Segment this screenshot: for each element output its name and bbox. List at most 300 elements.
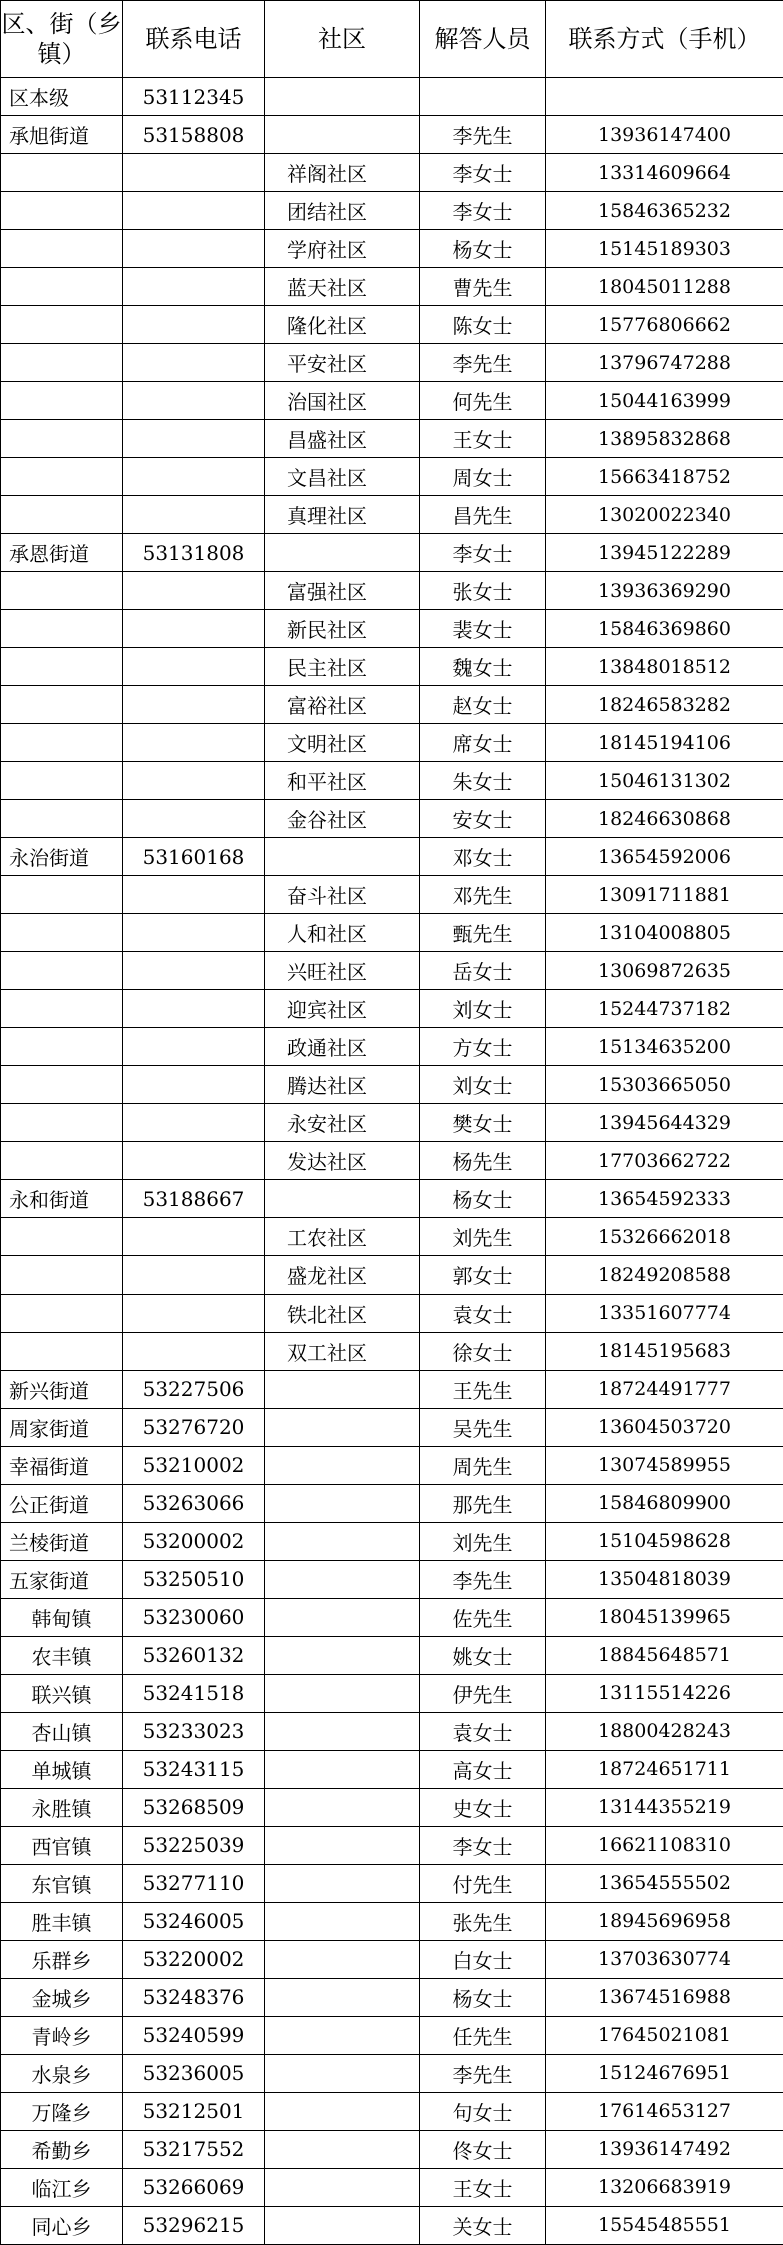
mobile-cell: 15846369860 xyxy=(546,610,783,648)
community-cell xyxy=(265,78,420,116)
phone-cell xyxy=(123,876,265,914)
table-row xyxy=(1,1522,783,1560)
district-cell xyxy=(1,420,123,458)
phone-cell xyxy=(123,1066,265,1104)
phone-cell: 53212501 xyxy=(123,2092,265,2130)
community-cell xyxy=(265,1446,420,1484)
table-row xyxy=(1,1332,783,1370)
district-cell xyxy=(1,952,123,990)
table-row xyxy=(1,1142,783,1180)
person-cell: 邓先生 xyxy=(420,876,546,914)
district-cell xyxy=(1,154,123,192)
mobile-cell: 13654555502 xyxy=(546,1864,783,1902)
phone-cell: 53225039 xyxy=(123,1826,265,1864)
phone-cell xyxy=(123,990,265,1028)
mobile-cell: 15145189303 xyxy=(546,230,783,268)
phone-cell: 53158808 xyxy=(123,116,265,154)
person-cell: 袁女士 xyxy=(420,1294,546,1332)
mobile-cell: 13945122289 xyxy=(546,534,783,572)
community-cell xyxy=(265,1180,420,1218)
mobile-cell: 13703630774 xyxy=(546,1940,783,1978)
phone-cell xyxy=(123,344,265,382)
community-cell: 文明社区 xyxy=(265,724,420,762)
mobile-cell: 18045011288 xyxy=(546,268,783,306)
person-cell: 昌先生 xyxy=(420,496,546,534)
mobile-cell: 13144355219 xyxy=(546,1788,783,1826)
table-row xyxy=(1,2168,783,2206)
header-row xyxy=(1,1,783,78)
mobile-cell: 13796747288 xyxy=(546,344,783,382)
person-cell: 刘先生 xyxy=(420,1522,546,1560)
mobile-cell: 13069872635 xyxy=(546,952,783,990)
phone-cell xyxy=(123,1028,265,1066)
person-cell: 杨女士 xyxy=(420,1180,546,1218)
table-row xyxy=(1,1902,783,1940)
community-cell xyxy=(265,1750,420,1788)
community-cell xyxy=(265,1522,420,1560)
community-cell: 真理社区 xyxy=(265,496,420,534)
phone-cell xyxy=(123,1294,265,1332)
phone-cell xyxy=(123,1332,265,1370)
table-row xyxy=(1,2092,783,2130)
community-cell xyxy=(265,1826,420,1864)
person-cell: 安女士 xyxy=(420,800,546,838)
phone-cell xyxy=(123,382,265,420)
person-cell: 裴女士 xyxy=(420,610,546,648)
district-cell: 新兴街道 xyxy=(1,1370,123,1408)
phone-cell xyxy=(123,762,265,800)
community-cell: 和平社区 xyxy=(265,762,420,800)
community-cell: 发达社区 xyxy=(265,1142,420,1180)
district-cell: 青岭乡 xyxy=(1,2016,123,2054)
mobile-cell: 18045139965 xyxy=(546,1598,783,1636)
mobile-cell: 13020022340 xyxy=(546,496,783,534)
phone-cell: 53230060 xyxy=(123,1598,265,1636)
phone-cell: 53263066 xyxy=(123,1484,265,1522)
mobile-cell: 17614653127 xyxy=(546,2092,783,2130)
person-cell: 白女士 xyxy=(420,1940,546,1978)
community-cell: 祥阁社区 xyxy=(265,154,420,192)
community-cell xyxy=(265,1636,420,1674)
person-cell: 刘先生 xyxy=(420,1218,546,1256)
community-cell: 富裕社区 xyxy=(265,686,420,724)
mobile-cell: 13074589955 xyxy=(546,1446,783,1484)
district-cell xyxy=(1,610,123,648)
person-cell: 赵女士 xyxy=(420,686,546,724)
district-cell: 希勤乡 xyxy=(1,2130,123,2168)
person-cell: 杨女士 xyxy=(420,1978,546,2016)
district-cell xyxy=(1,192,123,230)
mobile-cell: 13936147492 xyxy=(546,2130,783,2168)
person-cell: 徐女士 xyxy=(420,1332,546,1370)
district-cell xyxy=(1,306,123,344)
community-cell: 永安社区 xyxy=(265,1104,420,1142)
community-cell: 双工社区 xyxy=(265,1332,420,1370)
table-row xyxy=(1,382,783,420)
person-cell: 佟女士 xyxy=(420,2130,546,2168)
phone-cell xyxy=(123,230,265,268)
phone-cell: 53266069 xyxy=(123,2168,265,2206)
community-cell xyxy=(265,2206,420,2244)
phone-cell xyxy=(123,686,265,724)
table-row xyxy=(1,534,783,572)
mobile-cell: 18249208588 xyxy=(546,1256,783,1294)
mobile-cell: 13945644329 xyxy=(546,1104,783,1142)
table-row xyxy=(1,1066,783,1104)
mobile-cell: 13895832868 xyxy=(546,420,783,458)
table-row xyxy=(1,306,783,344)
phone-cell xyxy=(123,952,265,990)
person-cell: 关女士 xyxy=(420,2206,546,2244)
table-row xyxy=(1,838,783,876)
district-cell xyxy=(1,1028,123,1066)
mobile-cell: 18145195683 xyxy=(546,1332,783,1370)
phone-cell xyxy=(123,1256,265,1294)
phone-cell xyxy=(123,572,265,610)
district-cell: 水泉乡 xyxy=(1,2054,123,2092)
person-cell: 高女士 xyxy=(420,1750,546,1788)
mobile-cell: 15044163999 xyxy=(546,382,783,420)
person-cell: 吴先生 xyxy=(420,1408,546,1446)
district-cell: 临江乡 xyxy=(1,2168,123,2206)
phone-cell: 53276720 xyxy=(123,1408,265,1446)
phone-cell: 53227506 xyxy=(123,1370,265,1408)
phone-cell xyxy=(123,1142,265,1180)
table-row xyxy=(1,268,783,306)
person-cell: 付先生 xyxy=(420,1864,546,1902)
mobile-cell xyxy=(546,78,783,116)
phone-cell xyxy=(123,420,265,458)
person-cell: 邓女士 xyxy=(420,838,546,876)
person-cell: 刘女士 xyxy=(420,990,546,1028)
person-cell: 甄先生 xyxy=(420,914,546,952)
person-cell: 岳女士 xyxy=(420,952,546,990)
district-cell xyxy=(1,382,123,420)
district-cell xyxy=(1,268,123,306)
district-cell xyxy=(1,1332,123,1370)
table-row xyxy=(1,1294,783,1332)
phone-cell xyxy=(123,1218,265,1256)
mobile-cell: 13674516988 xyxy=(546,1978,783,2016)
district-cell xyxy=(1,1142,123,1180)
table-row xyxy=(1,230,783,268)
district-cell: 东官镇 xyxy=(1,1864,123,1902)
mobile-cell: 13104008805 xyxy=(546,914,783,952)
district-cell: 承恩街道 xyxy=(1,534,123,572)
table-row xyxy=(1,2016,783,2054)
mobile-cell: 13654592333 xyxy=(546,1180,783,1218)
community-cell: 腾达社区 xyxy=(265,1066,420,1104)
phone-cell xyxy=(123,458,265,496)
mobile-cell: 18246583282 xyxy=(546,686,783,724)
person-cell: 杨女士 xyxy=(420,230,546,268)
community-cell xyxy=(265,534,420,572)
table-row xyxy=(1,1218,783,1256)
person-cell: 袁女士 xyxy=(420,1712,546,1750)
header-person: 解答人员 xyxy=(420,1,546,78)
person-cell: 李女士 xyxy=(420,192,546,230)
phone-cell: 53210002 xyxy=(123,1446,265,1484)
mobile-cell: 13654592006 xyxy=(546,838,783,876)
community-cell xyxy=(265,2016,420,2054)
mobile-cell: 18945696958 xyxy=(546,1902,783,1940)
table-row xyxy=(1,724,783,762)
district-cell: 公正街道 xyxy=(1,1484,123,1522)
table-row xyxy=(1,762,783,800)
district-cell xyxy=(1,1104,123,1142)
mobile-cell: 13351607774 xyxy=(546,1294,783,1332)
person-cell: 席女士 xyxy=(420,724,546,762)
district-cell xyxy=(1,572,123,610)
community-cell xyxy=(265,116,420,154)
person-cell: 王女士 xyxy=(420,420,546,458)
phone-cell: 53220002 xyxy=(123,1940,265,1978)
table-row xyxy=(1,192,783,230)
mobile-cell: 13504818039 xyxy=(546,1560,783,1598)
mobile-cell: 18724651711 xyxy=(546,1750,783,1788)
community-cell: 盛龙社区 xyxy=(265,1256,420,1294)
mobile-cell: 15124676951 xyxy=(546,2054,783,2092)
phone-cell: 53217552 xyxy=(123,2130,265,2168)
person-cell: 那先生 xyxy=(420,1484,546,1522)
mobile-cell: 13848018512 xyxy=(546,648,783,686)
table-row xyxy=(1,572,783,610)
table-row xyxy=(1,344,783,382)
phone-cell: 53268509 xyxy=(123,1788,265,1826)
community-cell: 团结社区 xyxy=(265,192,420,230)
phone-cell: 53241518 xyxy=(123,1674,265,1712)
person-cell: 杨先生 xyxy=(420,1142,546,1180)
mobile-cell: 13314609664 xyxy=(546,154,783,192)
mobile-cell: 16621108310 xyxy=(546,1826,783,1864)
table-row xyxy=(1,1674,783,1712)
phone-cell xyxy=(123,154,265,192)
person-cell: 周先生 xyxy=(420,1446,546,1484)
person-cell: 曹先生 xyxy=(420,268,546,306)
person-cell: 句女士 xyxy=(420,2092,546,2130)
mobile-cell: 15134635200 xyxy=(546,1028,783,1066)
community-cell: 政通社区 xyxy=(265,1028,420,1066)
district-cell xyxy=(1,724,123,762)
district-cell: 农丰镇 xyxy=(1,1636,123,1674)
mobile-cell: 15776806662 xyxy=(546,306,783,344)
district-cell: 永胜镇 xyxy=(1,1788,123,1826)
mobile-cell: 15244737182 xyxy=(546,990,783,1028)
phone-cell xyxy=(123,914,265,952)
table-row xyxy=(1,1978,783,2016)
table-body xyxy=(1,78,783,2245)
community-cell xyxy=(265,2168,420,2206)
phone-cell xyxy=(123,306,265,344)
district-cell xyxy=(1,344,123,382)
community-cell xyxy=(265,2130,420,2168)
community-cell xyxy=(265,1788,420,1826)
table-row xyxy=(1,458,783,496)
district-cell xyxy=(1,990,123,1028)
table-row xyxy=(1,1484,783,1522)
community-cell xyxy=(265,1484,420,1522)
community-cell: 蓝天社区 xyxy=(265,268,420,306)
table-row xyxy=(1,420,783,458)
mobile-cell: 17703662722 xyxy=(546,1142,783,1180)
phone-cell xyxy=(123,610,265,648)
community-cell: 铁北社区 xyxy=(265,1294,420,1332)
mobile-cell: 15104598628 xyxy=(546,1522,783,1560)
table-row xyxy=(1,1256,783,1294)
community-cell xyxy=(265,1370,420,1408)
mobile-cell: 13604503720 xyxy=(546,1408,783,1446)
person-cell: 樊女士 xyxy=(420,1104,546,1142)
district-cell xyxy=(1,1256,123,1294)
phone-cell: 53248376 xyxy=(123,1978,265,2016)
phone-cell: 53131808 xyxy=(123,534,265,572)
mobile-cell: 18800428243 xyxy=(546,1712,783,1750)
district-cell: 乐群乡 xyxy=(1,1940,123,1978)
phone-cell: 53296215 xyxy=(123,2206,265,2244)
district-cell: 兰棱街道 xyxy=(1,1522,123,1560)
community-cell xyxy=(265,1598,420,1636)
community-cell xyxy=(265,838,420,876)
mobile-cell: 17645021081 xyxy=(546,2016,783,2054)
district-cell xyxy=(1,648,123,686)
district-cell xyxy=(1,496,123,534)
district-cell: 杏山镇 xyxy=(1,1712,123,1750)
table-row xyxy=(1,1104,783,1142)
mobile-cell: 18845648571 xyxy=(546,1636,783,1674)
community-cell: 文昌社区 xyxy=(265,458,420,496)
community-cell xyxy=(265,1712,420,1750)
phone-cell xyxy=(123,800,265,838)
person-cell: 魏女士 xyxy=(420,648,546,686)
phone-cell: 53243115 xyxy=(123,1750,265,1788)
header-community: 社区 xyxy=(265,1,420,78)
person-cell: 王先生 xyxy=(420,1370,546,1408)
district-cell: 区本级 xyxy=(1,78,123,116)
district-cell: 承旭街道 xyxy=(1,116,123,154)
header-mobile: 联系方式（手机） xyxy=(546,1,783,78)
table-row xyxy=(1,610,783,648)
phone-cell: 53236005 xyxy=(123,2054,265,2092)
community-cell: 民主社区 xyxy=(265,648,420,686)
mobile-cell: 15846365232 xyxy=(546,192,783,230)
phone-cell: 53240599 xyxy=(123,2016,265,2054)
district-cell xyxy=(1,914,123,952)
table-row xyxy=(1,1712,783,1750)
mobile-cell: 18246630868 xyxy=(546,800,783,838)
table-row xyxy=(1,2206,783,2244)
table-row xyxy=(1,1598,783,1636)
person-cell: 任先生 xyxy=(420,2016,546,2054)
person-cell: 陈女士 xyxy=(420,306,546,344)
mobile-cell: 13206683919 xyxy=(546,2168,783,2206)
person-cell: 佐先生 xyxy=(420,1598,546,1636)
community-cell xyxy=(265,1560,420,1598)
community-cell: 昌盛社区 xyxy=(265,420,420,458)
district-cell xyxy=(1,1218,123,1256)
phone-cell: 53233023 xyxy=(123,1712,265,1750)
district-cell: 韩甸镇 xyxy=(1,1598,123,1636)
table-row xyxy=(1,800,783,838)
district-cell: 胜丰镇 xyxy=(1,1902,123,1940)
community-cell: 奋斗社区 xyxy=(265,876,420,914)
person-cell: 李女士 xyxy=(420,1826,546,1864)
district-cell: 单城镇 xyxy=(1,1750,123,1788)
phone-cell: 53160168 xyxy=(123,838,265,876)
district-cell: 五家街道 xyxy=(1,1560,123,1598)
person-cell: 李先生 xyxy=(420,2054,546,2092)
mobile-cell: 18145194106 xyxy=(546,724,783,762)
community-cell xyxy=(265,1864,420,1902)
table-row xyxy=(1,2130,783,2168)
community-cell: 治国社区 xyxy=(265,382,420,420)
community-cell xyxy=(265,1978,420,2016)
table-row xyxy=(1,1028,783,1066)
community-cell: 迎宾社区 xyxy=(265,990,420,1028)
district-cell: 同心乡 xyxy=(1,2206,123,2244)
district-cell: 万隆乡 xyxy=(1,2092,123,2130)
person-cell: 何先生 xyxy=(420,382,546,420)
person-cell: 方女士 xyxy=(420,1028,546,1066)
phone-cell xyxy=(123,724,265,762)
table-row xyxy=(1,1180,783,1218)
community-cell: 学府社区 xyxy=(265,230,420,268)
community-cell: 兴旺社区 xyxy=(265,952,420,990)
community-cell: 人和社区 xyxy=(265,914,420,952)
district-cell xyxy=(1,458,123,496)
table-row xyxy=(1,686,783,724)
table-row xyxy=(1,990,783,1028)
table-row xyxy=(1,154,783,192)
table-row xyxy=(1,1940,783,1978)
district-cell xyxy=(1,686,123,724)
table-row xyxy=(1,1750,783,1788)
community-cell xyxy=(265,2092,420,2130)
phone-cell: 53200002 xyxy=(123,1522,265,1560)
table-row xyxy=(1,78,783,116)
phone-cell xyxy=(123,268,265,306)
phone-cell xyxy=(123,192,265,230)
table-row xyxy=(1,2054,783,2092)
person-cell: 朱女士 xyxy=(420,762,546,800)
district-cell xyxy=(1,1066,123,1104)
person-cell: 史女士 xyxy=(420,1788,546,1826)
person-cell: 刘女士 xyxy=(420,1066,546,1104)
person-cell: 张女士 xyxy=(420,572,546,610)
mobile-cell: 15326662018 xyxy=(546,1218,783,1256)
phone-cell xyxy=(123,1104,265,1142)
person-cell xyxy=(420,78,546,116)
district-cell xyxy=(1,876,123,914)
table-row xyxy=(1,1826,783,1864)
phone-cell xyxy=(123,648,265,686)
community-cell xyxy=(265,2054,420,2092)
table-row xyxy=(1,876,783,914)
table-row xyxy=(1,1370,783,1408)
district-cell xyxy=(1,1294,123,1332)
community-cell: 隆化社区 xyxy=(265,306,420,344)
district-cell: 联兴镇 xyxy=(1,1674,123,1712)
person-cell: 周女士 xyxy=(420,458,546,496)
person-cell: 李女士 xyxy=(420,534,546,572)
person-cell: 王女士 xyxy=(420,2168,546,2206)
mobile-cell: 15663418752 xyxy=(546,458,783,496)
phone-cell xyxy=(123,496,265,534)
community-cell xyxy=(265,1408,420,1446)
mobile-cell: 15846809900 xyxy=(546,1484,783,1522)
phone-cell: 53112345 xyxy=(123,78,265,116)
mobile-cell: 13936369290 xyxy=(546,572,783,610)
person-cell: 姚女士 xyxy=(420,1636,546,1674)
